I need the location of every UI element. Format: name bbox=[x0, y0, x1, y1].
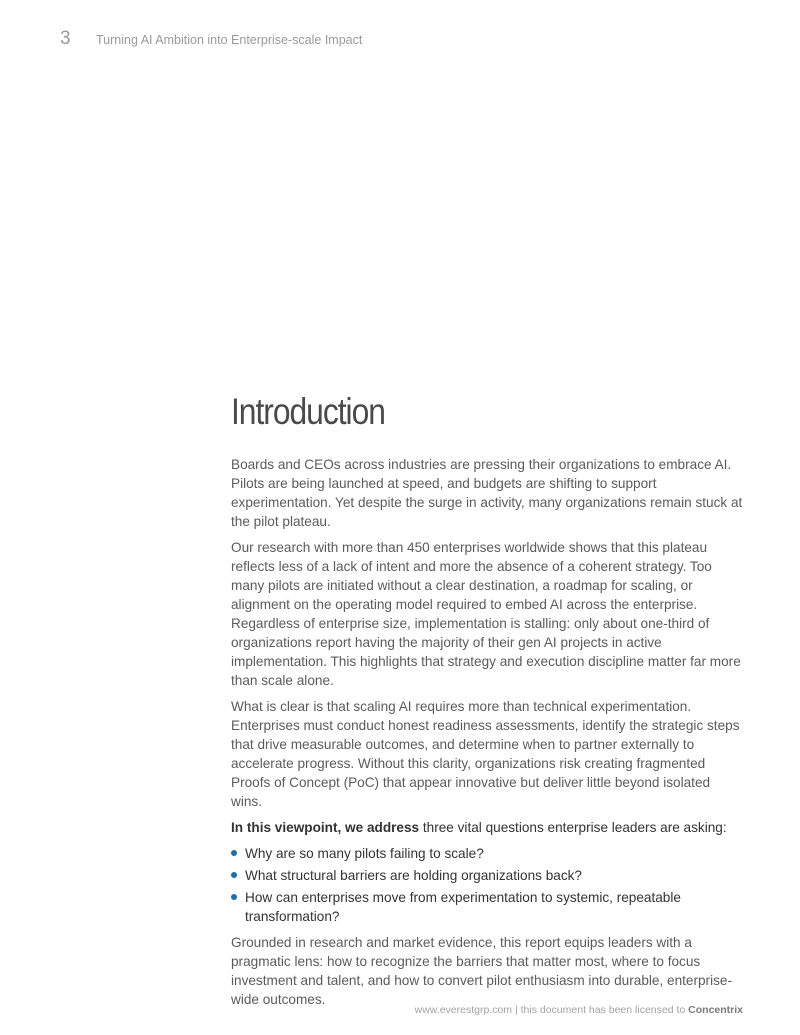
lead-in-paragraph bbox=[231, 818, 743, 837]
lead-in-rest: three vital questions enterprise leaders are asking: bbox=[419, 819, 727, 835]
list-item bbox=[231, 866, 743, 885]
page-footer bbox=[415, 1004, 743, 1016]
lead-in-bold: In this viewpoint, we address bbox=[231, 819, 420, 835]
intro-paragraph-1: Boards and CEOs across industries are pressing their organizations to embrace AI. Pilots are being launched at speed, and budgets are shifting to support experimentation. Yet despite the surge in activity, many organizations remain stuck at the pilot plateau. bbox=[231, 456, 743, 529]
page-header bbox=[60, 28, 362, 50]
list-item-text: How can enterprises move from experimentation to systemic, repeatable transformation? bbox=[245, 889, 681, 924]
list-item bbox=[231, 888, 743, 926]
closing-paragraph: Grounded in research and market evidence, this report equips leaders with a pragmatic lens: how to recognize the barriers that matter most, where to focus investment and talent, and how to convert pilot enthusiasm into durable, enterprise-wide outcomes. bbox=[231, 934, 732, 1007]
question-list bbox=[231, 844, 743, 926]
running-title: Turning AI Ambition into Enterprise-scale Impact bbox=[96, 33, 363, 47]
footer-text: www.everestgrp.com | this document has been licensed to bbox=[414, 1004, 689, 1016]
footer-licensee: Concentrix bbox=[688, 1004, 743, 1016]
list-item-text: What structural barriers are holding organizations back? bbox=[245, 867, 582, 883]
section-title: Introduction bbox=[231, 391, 385, 432]
bullet-dot-icon bbox=[231, 894, 237, 900]
main-content bbox=[231, 392, 743, 1016]
list-item bbox=[231, 844, 743, 863]
bullet-dot-icon bbox=[231, 850, 237, 856]
page-number: 3 bbox=[60, 28, 71, 49]
bullet-dot-icon bbox=[231, 872, 237, 878]
list-item-text: Why are so many pilots failing to scale? bbox=[245, 845, 484, 861]
intro-paragraph-3: What is clear is that scaling AI requires more than technical experimentation. Enterprises must conduct honest readiness assessments, identify the strategic steps that drive measurable outcomes, and determine when to partner externally to accelerate progress. Without this clarity, organizations risk creating fragmented Proofs of Concept (PoC) that appear innovative but deliver little beyond isolated wins. bbox=[231, 698, 740, 809]
intro-paragraph-2: Our research with more than 450 enterprises worldwide shows that this plateau reflects less of a lack of intent and more the absence of a coherent strategy. Too many pilots are initiated without a clear destination, a roadmap for scaling, or alignment on the operating model required to embed AI across the enterprise. Regardless of enterprise size, implementation is stalling: only about one-third of organizations report having the majority of their gen AI projects in active implementation. This highlights that strategy and execution discipline matter far more than scale alone. bbox=[231, 539, 741, 688]
